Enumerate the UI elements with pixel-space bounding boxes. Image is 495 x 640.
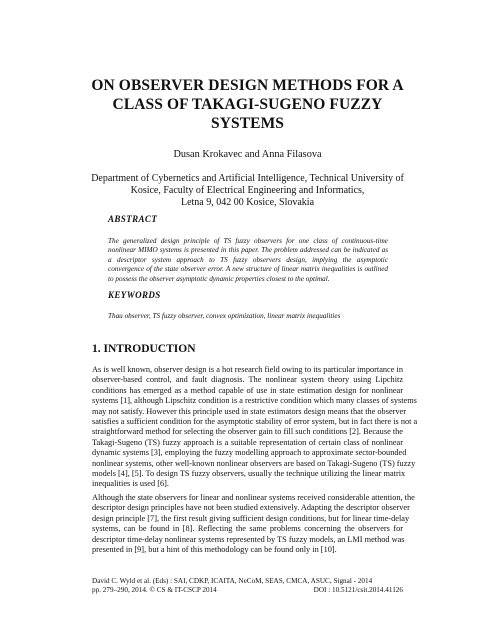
paragraph-line: inequalities is used [6].: [92, 479, 169, 489]
intro-paragraph-2: [92, 493, 415, 555]
title-line: SYSTEMS: [210, 115, 285, 132]
page-footer: [92, 577, 403, 595]
affiliation-line: Department of Cybernetics and Artificial Intelligence, Technical University of: [91, 173, 404, 184]
paragraph-line: Takagi-Sugeno (TS) fuzzy approach is a suitable representation of certain class of nonlinear: [92, 437, 403, 447]
paragraph-line: design principle [7], the first result giving sufficient design conditions, but for linear time-delay: [92, 513, 410, 523]
paragraph-line: systems [1], although Lipschitz condition is a restrictive condition which many classes of systems: [92, 396, 417, 406]
intro-paragraph-1: [92, 365, 418, 490]
paragraph-line: observer-based control, and fault diagnosis. The nonlinear system theory using Lipchitz: [92, 375, 403, 385]
paragraph-line: satisfies a sufficient condition for the asymptotic stability of error system, but in fact there is not a: [92, 417, 418, 427]
paragraph-line: nonlinear systems, other well-known nonlinear observers are based on Takagi-Sugeno (TS) fuzzy: [92, 458, 416, 468]
abstract-text: [108, 237, 388, 284]
title-line: ON OBSERVER DESIGN METHODS FOR A: [91, 77, 404, 94]
paper-authors: Dusan Krokavec and Anna Filasova: [173, 149, 322, 160]
paragraph-line: conditions has emerged as a method capable of use in state estimation design for nonlinear: [92, 385, 403, 395]
abstract-line: nonlinear MIMO systems is presented in this paper. The problem addressed can be indicated as: [108, 246, 388, 255]
footer-pages-copyright: pp. 279–290, 2014. © CS & IT-CSCP 2014: [92, 586, 217, 594]
paper-title: [40, 76, 455, 133]
abstract-line: The generalized design principle of TS fuzzy observers for one class of continuous-time: [108, 237, 388, 245]
abstract-line: to possess the observer asymptotic dynamic properties closest to the optimal.: [108, 274, 330, 283]
paragraph-line: dynamic systems [3], employing the fuzzy modelling approach to approximate sector-bounded: [92, 448, 407, 458]
paragraph-line: descriptor design principles have not been studied extensively. Adapting the descriptor observer: [92, 503, 410, 513]
affiliation-line: Kosice, Faculty of Electrical Engineering and Informatics,: [130, 185, 365, 196]
paragraph-line: may not satisfy. However this principle used in state estimators design means that the observer: [92, 406, 406, 416]
abstract-line: convergence of the state observer error. A new structure of linear matrix inequalities is outlined: [108, 265, 388, 274]
paragraph-line: As is well known, observer design is a hot research field owing to its particular importance in: [92, 365, 403, 374]
paragraph-line: descriptor time-delay nonlinear systems represented by TS fuzzy models, an LMI method was: [92, 534, 405, 544]
keywords-text: Thau observer, TS fuzzy observer, convex optimization, linear matrix inequalities: [108, 312, 341, 320]
title-line: CLASS OF TAKAGI-SUGENO FUZZY: [112, 96, 383, 113]
paper-affiliation: [40, 173, 455, 209]
abstract-line: a descriptor system approach to TS fuzzy observers design, implying the asymptotic: [108, 255, 388, 264]
paragraph-line: straightforward method for selecting the observer gain to fill such conditions [2]. Because the: [92, 427, 403, 437]
abstract-heading: ABSTRACT: [108, 214, 158, 224]
paragraph-line: systems, can be found in [8]. Reflecting the same problems concerning the observers for: [92, 524, 403, 534]
footer-doi: DOI : 10.5121/csit.2014.41126: [313, 586, 403, 594]
section-heading-introduction: 1. INTRODUCTION: [92, 343, 196, 355]
footer-proceedings: David C. Wyld et al. (Eds) : SAI, CDKP, ICAITA, NeCoM, SEAS, CMCA, ASUC, Signal - 2014: [92, 577, 373, 585]
paragraph-line: presented in [9], but a hint of this methodology can be found only in [10].: [92, 545, 337, 555]
footer-line-2: [92, 586, 403, 595]
keywords-heading: KEYWORDS: [108, 290, 161, 300]
paragraph-line: models [4], [5]. To design TS fuzzy observers, usually the technique utilizing the linear matrix: [92, 469, 406, 479]
paragraph-line: Although the state observers for linear and nonlinear systems received considerable attention, the: [92, 493, 415, 502]
footer-line-1: [92, 577, 403, 586]
affiliation-line: Letna 9, 042 00 Kosice, Slovakia: [180, 197, 315, 208]
